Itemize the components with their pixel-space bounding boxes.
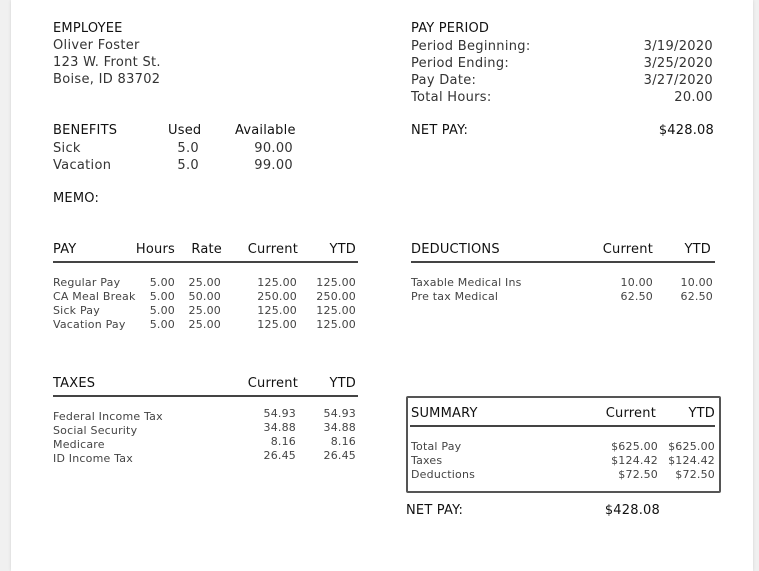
deductions-current-header: Current <box>602 242 653 257</box>
summary-row-current: $625.00 <box>611 440 658 453</box>
summary-currents <box>601 440 658 482</box>
net-pay-bottom-label: NET PAY: <box>406 503 464 518</box>
pay-ytds <box>310 276 356 332</box>
pay-period-labels <box>411 38 531 106</box>
total-hours-label: Total Hours: <box>411 90 492 105</box>
pay-row-current: 125.00 <box>257 304 297 317</box>
net-pay-top-value: $428.08 <box>658 123 714 138</box>
taxes-divider <box>53 395 358 397</box>
summary-row-name: Taxes <box>411 454 443 467</box>
pay-hours-header: Hours <box>135 242 175 257</box>
pay-row-ytd: 125.00 <box>316 318 356 331</box>
pay-date-label: Pay Date: <box>411 73 477 88</box>
tax-row-current: 8.16 <box>270 435 296 448</box>
pay-rate-header: Rate <box>191 242 222 257</box>
deductions-header: DEDUCTIONS <box>411 242 500 257</box>
tax-names <box>53 410 163 466</box>
summary-ytd-header: YTD <box>688 406 715 421</box>
summary-header: SUMMARY <box>411 406 478 421</box>
pay-rates <box>186 276 221 332</box>
tax-row-name: ID Income Tax <box>53 452 133 465</box>
benefit-sick-available: 90.00 <box>254 141 293 156</box>
summary-ytds <box>661 440 715 482</box>
benefit-vacation-used: 5.0 <box>177 158 199 173</box>
pay-hours <box>141 276 175 332</box>
pay-header: PAY <box>53 242 77 257</box>
pay-row-rate: 50.00 <box>188 290 221 303</box>
pay-ytd-header: YTD <box>329 242 356 257</box>
pay-names <box>53 276 136 332</box>
pay-date-value: 3/27/2020 <box>643 73 713 88</box>
tax-ytds <box>311 407 356 463</box>
pay-row-current: 250.00 <box>257 290 297 303</box>
pay-row-rate: 25.00 <box>188 276 221 289</box>
pay-row-name: Vacation Pay <box>53 318 126 331</box>
deduction-row-ytd: 62.50 <box>680 290 713 303</box>
pay-row-hours: 5.00 <box>149 304 175 317</box>
summary-row-ytd: $124.42 <box>668 454 715 467</box>
tax-row-name: Federal Income Tax <box>53 410 163 423</box>
benefit-sick-used: 5.0 <box>177 141 199 156</box>
pay-period-values <box>611 38 713 106</box>
period-beginning-value: 3/19/2020 <box>643 39 713 54</box>
memo-label: MEMO: <box>53 191 100 206</box>
tax-row-ytd: 26.45 <box>323 449 356 462</box>
period-ending-value: 3/25/2020 <box>643 56 713 71</box>
pay-row-rate: 25.00 <box>188 318 221 331</box>
pay-row-ytd: 125.00 <box>316 276 356 289</box>
employee-heading: EMPLOYEE <box>53 21 123 36</box>
taxes-header: TAXES <box>53 376 96 391</box>
tax-currents <box>251 407 296 463</box>
employee-street: 123 W. Front St. <box>53 55 161 70</box>
pay-row-hours: 5.00 <box>149 290 175 303</box>
net-pay-top-label: NET PAY: <box>411 123 469 138</box>
deduction-row-current: 62.50 <box>620 290 653 303</box>
tax-row-current: 34.88 <box>263 421 296 434</box>
pay-row-name: Sick Pay <box>53 304 100 317</box>
summary-row-ytd: $72.50 <box>675 468 715 481</box>
employee-name: Oliver Foster <box>53 38 140 53</box>
summary-row-name: Total Pay <box>411 440 462 453</box>
benefits-used-header: Used <box>168 123 202 138</box>
pay-row-rate: 25.00 <box>188 304 221 317</box>
pay-row-ytd: 125.00 <box>316 304 356 317</box>
deduction-row-name: Pre tax Medical <box>411 290 499 303</box>
taxes-current-header: Current <box>247 376 298 391</box>
summary-row-current: $72.50 <box>618 468 658 481</box>
pay-row-current: 125.00 <box>257 318 297 331</box>
benefit-vacation-name: Vacation <box>53 158 112 173</box>
deductions-ytd-header: YTD <box>684 242 711 257</box>
pay-currents <box>251 276 297 332</box>
deduction-row-name: Taxable Medical Ins <box>411 276 522 289</box>
benefit-vacation-available: 99.00 <box>254 158 293 173</box>
summary-row-ytd: $625.00 <box>668 440 715 453</box>
employee-city: Boise, ID 83702 <box>53 72 161 87</box>
summary-names <box>411 440 475 482</box>
pay-row-hours: 5.00 <box>149 276 175 289</box>
summary-current-header: Current <box>605 406 656 421</box>
tax-row-name: Social Security <box>53 424 138 437</box>
tax-row-name: Medicare <box>53 438 105 451</box>
pay-row-hours: 5.00 <box>149 318 175 331</box>
period-ending-label: Period Ending: <box>411 56 510 71</box>
benefits-heading: BENEFITS <box>53 123 118 138</box>
pay-row-current: 125.00 <box>257 276 297 289</box>
tax-row-ytd: 54.93 <box>323 407 356 420</box>
pay-row-ytd: 250.00 <box>316 290 356 303</box>
pay-period-heading: PAY PERIOD <box>411 21 490 36</box>
deduction-row-current: 10.00 <box>620 276 653 289</box>
period-beginning-label: Period Beginning: <box>411 39 531 54</box>
deduction-row-ytd: 10.00 <box>680 276 713 289</box>
benefit-sick-name: Sick <box>53 141 81 156</box>
tax-row-ytd: 8.16 <box>330 435 356 448</box>
pay-divider <box>53 261 358 263</box>
benefit-available-values <box>241 140 293 174</box>
deduction-names <box>411 276 522 304</box>
benefits-available-header: Available <box>235 123 296 138</box>
pay-row-name: CA Meal Break <box>53 290 136 303</box>
benefit-names <box>53 140 111 174</box>
benefit-used-values <box>161 140 199 174</box>
summary-row-name: Deductions <box>411 468 476 481</box>
total-hours-value: 20.00 <box>674 90 713 105</box>
deductions-divider <box>411 261 715 263</box>
tax-row-ytd: 34.88 <box>323 421 356 434</box>
taxes-ytd-header: YTD <box>329 376 356 391</box>
deduction-ytds <box>667 276 713 304</box>
tax-row-current: 26.45 <box>263 449 296 462</box>
summary-divider <box>410 425 715 427</box>
pay-row-name: Regular Pay <box>53 276 121 289</box>
deduction-currents <box>607 276 653 304</box>
tax-row-current: 54.93 <box>263 407 296 420</box>
pay-stub <box>11 0 753 571</box>
pay-current-header: Current <box>247 242 298 257</box>
net-pay-bottom-value: $428.08 <box>604 503 660 518</box>
summary-row-current: $124.42 <box>611 454 658 467</box>
